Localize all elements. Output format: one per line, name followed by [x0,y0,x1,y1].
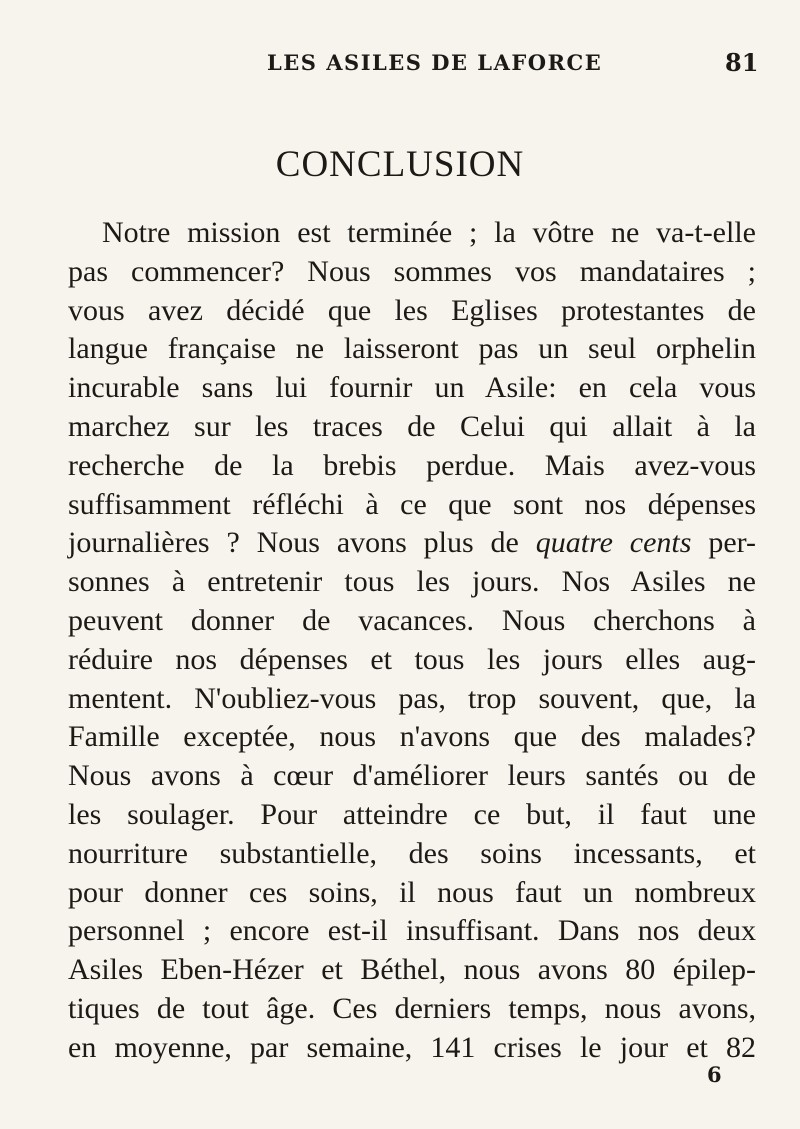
text-line: pour donner ces soins, il nous faut un nombreux [68,875,756,909]
body-paragraph [68,214,756,1068]
text-line: sonnes à entretenir tous les jours. Nos Asiles ne [68,565,756,599]
text-line: personnel ; encore est-il insuffisant. Dans nos deux [68,914,756,948]
text-line: Nous avons à cœur d'améliorer leurs santés ou de [68,759,756,793]
text-line: mentent. N'oubliez-vous pas, trop souvent, que, la [68,681,756,715]
text-line: en moyenne, par semaine, 141 crises le jour et 82 [68,1030,756,1064]
text-line: réduire nos dépenses et tous les jours elles aug- [68,642,756,676]
text-line: pas commencer? Nous sommes vos mandataires ; [68,254,756,288]
signature-mark: 6 [707,1062,722,1087]
page-number: 81 [725,48,759,77]
italic-phrase: quatre cents [535,526,692,560]
text-line: vous avez décidé que les Eglises protestantes de [68,293,756,327]
text-line [68,524,756,563]
text-line: recherche de la brebis perdue. Mais avez-vous [68,448,756,482]
text-segment: per- [708,526,757,560]
text-line: les soulager. Pour atteindre ce but, il faut une [68,797,756,831]
text-line: Asiles Eben-Hézer et Béthel, nous avons 80 épilep- [68,953,756,987]
text-line: tiques de tout âge. Ces derniers temps, nous avons, [68,991,756,1025]
running-head [0,50,800,80]
text-segment: journalières ? Nous avons plus de [68,526,519,560]
text-line: marchez sur les traces de Celui qui allait à la [68,409,756,443]
text-line: Famille exceptée, nous n'avons que des malades? [68,720,756,754]
text-line: peuvent donner de vacances. Nous cherchons à [68,603,756,637]
chapter-heading: CONCLUSION [275,144,525,185]
text-line: langue française ne laisseront pas un seul orphelin [68,332,756,366]
text-line: suffisamment réfléchi à ce que sont nos dépenses [68,487,756,521]
text-line: incurable sans lui fournir un Asile: en cela vous [68,371,756,405]
text-line: nourriture substantielle, des soins incessants, et [68,836,756,870]
running-title: LES ASILES DE LAFORCE [267,50,603,75]
text-line: Notre mission est terminée ; la vôtre ne va-t-elle [102,216,756,249]
